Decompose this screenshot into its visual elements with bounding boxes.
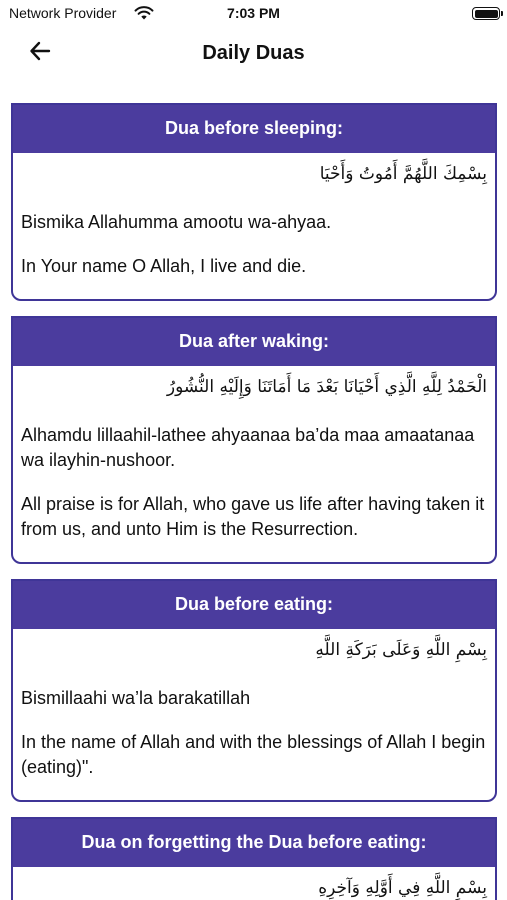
dua-card (11, 316, 497, 564)
status-bar (0, 0, 507, 30)
dua-card (11, 579, 497, 802)
dua-transliteration: Alhamdu lillaahil-lathee ahyaanaa ba’da maa amaatanaa wa ilayhin-nushoor. (21, 425, 475, 470)
dua-title: Dua on forgetting the Dua before eating: (11, 817, 497, 867)
dua-title: Dua before eating: (11, 579, 497, 629)
dua-arabic-text: بِسْمِ اللَّهِ فِي أَوَّلِهِ وَآخِرِهِ (318, 878, 487, 898)
dua-card (11, 817, 497, 900)
dua-arabic-text: بِسْمِكَ اللَّهُمَّ أَمُوتُ وَأَحْيَا (319, 164, 487, 184)
battery-icon (472, 7, 500, 20)
dua-translation: In Your name O Allah, I live and die. (21, 256, 307, 276)
dua-transliteration: Bismika Allahumma amootu wa-ahyaa. (21, 212, 332, 232)
page-title: Daily Duas (202, 42, 305, 64)
dua-list[interactable] (11, 103, 497, 900)
carrier-label: Network Provider (9, 5, 117, 21)
navigation-bar (0, 30, 507, 76)
dua-card (11, 103, 497, 301)
dua-arabic-text: بِسْمِ اللَّهِ وَعَلَى بَرَكَةِ اللَّهِ (315, 640, 487, 660)
dua-translation: In the name of Allah and with the blessings of Allah I begin (eating)". (21, 732, 486, 777)
dua-transliteration: Bismillaahi wa’la barakatillah (21, 688, 251, 708)
dua-arabic-text: الْحَمْدُ لِلَّهِ الَّذِي أَحْيَانَا بَعْدَ مَا أَمَاتَنَا وَإِلَيْهِ النُّشُورُ (166, 377, 487, 397)
dua-translation: All praise is for Allah, who gave us life after having taken it from us, and unto Him is the Resurrection. (21, 494, 485, 539)
dua-title: Dua before sleeping: (11, 103, 497, 153)
dua-title: Dua after waking: (11, 316, 497, 366)
clock: 7:03 PM (227, 5, 280, 21)
